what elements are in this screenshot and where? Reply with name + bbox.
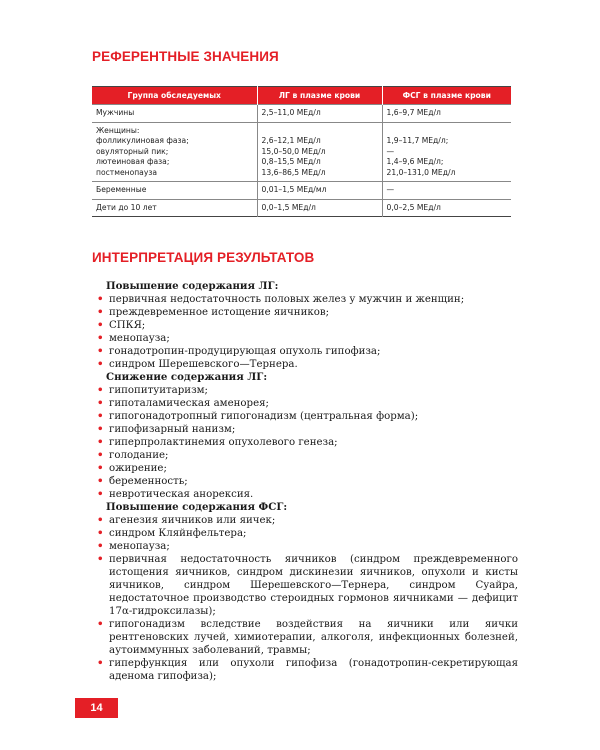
list-item (97, 436, 518, 449)
cell-lh (257, 122, 382, 182)
table-row (92, 199, 511, 217)
bullet-icon: • (97, 306, 104, 318)
bullet-icon: • (97, 475, 104, 487)
cell-group (92, 182, 257, 200)
cell-line: 1,9–11,7 МЕд/л; (386, 136, 449, 145)
reference-values-table (92, 86, 511, 217)
list-item (97, 449, 518, 462)
table-row (92, 182, 511, 200)
cell-line: 15,0–50,0 МЕд/л (261, 146, 326, 156)
cell-fsh (382, 182, 511, 200)
cell-line: 0,01–1,5 МЕд/мл (261, 185, 327, 194)
list-item (97, 514, 518, 527)
list-item-text: гипоталамическая аменорея; (109, 398, 269, 409)
list-item-text: первичная недостаточность половых желез у мужчин и женщин; (109, 294, 465, 305)
list-item-text: гипогонадотропный гипогонадизм (центральная форма); (109, 411, 419, 422)
section-subheading: Повышение содержания ЛГ: (106, 280, 279, 292)
list-item-text: синдром Шерешевского—Тернера. (109, 359, 298, 370)
bullet-icon: • (97, 436, 104, 448)
list-item (97, 488, 518, 501)
list-item-text: гиперпролактинемия опухолевого генеза; (109, 437, 338, 448)
bullet-icon: • (97, 488, 104, 500)
bullet-icon: • (97, 332, 104, 344)
cell-line: лютеиновая фаза; (96, 157, 170, 166)
list-item-text: голодание; (109, 450, 169, 461)
list-item (97, 293, 518, 306)
cell-line: 13,6–86,5 МЕд/л (261, 167, 326, 177)
bullet-icon: • (97, 462, 104, 474)
bullet-icon: • (97, 410, 104, 422)
list-item (97, 397, 518, 410)
cell-line: Беременные (96, 185, 147, 194)
bullet-icon: • (97, 384, 104, 396)
cell-lh (257, 182, 382, 200)
bullet-icon: • (97, 397, 104, 409)
cell-line: Дети до 10 лет (96, 202, 157, 212)
cell-line: 0,8–15,5 МЕд/л (261, 157, 321, 166)
table-header-row (92, 87, 511, 105)
list-item (97, 553, 518, 618)
list-item-text: синдром Кляйнфельтера; (109, 528, 247, 539)
column-header-fsh: ФСГ в плазме крови (382, 87, 511, 105)
bullet-icon: • (97, 358, 104, 370)
cell-fsh (382, 122, 511, 182)
bullet-icon: • (97, 618, 104, 630)
list-item-text: гонадотропин-продуцирующая опухоль гипофиза; (109, 346, 381, 357)
cell-lh (257, 199, 382, 217)
list-item (97, 462, 518, 475)
cell-group (92, 122, 257, 182)
page-number: 14 (75, 698, 118, 718)
cell-line: 2,5–11,0 МЕд/л (261, 108, 321, 117)
column-header-group: Группа обследуемых (92, 87, 257, 105)
bullet-icon: • (97, 449, 104, 461)
list-item-text: ожирение; (109, 463, 167, 474)
cell-line: фолликулиновая фаза; (96, 136, 189, 145)
list-item (97, 527, 518, 540)
cell-line: постменопауза (96, 167, 158, 177)
list-item (97, 332, 518, 345)
list-item-text: невротическая анорексия. (109, 489, 254, 500)
column-header-lh: ЛГ в плазме крови (257, 87, 382, 105)
section-subheading: Снижение содержания ЛГ: (106, 371, 268, 383)
bullet-icon: • (97, 540, 104, 552)
section-subheading: Повышение содержания ФСГ: (106, 501, 288, 513)
cell-group (92, 105, 257, 123)
reference-values-heading: РЕФЕРЕНТНЫЕ ЗНАЧЕНИЯ (92, 49, 279, 64)
cell-line: Женщины: (96, 125, 140, 135)
bullet-icon: • (97, 514, 104, 526)
cell-line: — (386, 146, 395, 156)
list-item (97, 540, 518, 553)
cell-line: 0,0–2,5 МЕд/л (386, 202, 441, 212)
list-item-text: гипофизарный нанизм; (109, 424, 236, 435)
list-item-text: гипогонадизм вследствие воздействия на яичники или яички рентгеновских лучей, химиотерапии, алкоголя, инфекционных болезней, аутоиммунных заболеваний, травмы; (109, 619, 518, 656)
list-item-text: менопауза; (109, 333, 170, 344)
cell-line: — (386, 185, 395, 194)
table-row (92, 122, 511, 182)
bullet-icon: • (97, 527, 104, 539)
list-item-text: первичная недостаточность яичников (синдром преждевременного истощения яичников, синдром дискинезии яичников, опухоли и кисты яичников, синдром Шерешевского—Тернера, синдром Суайра, недостаточное производство стероидных гормонов яичниками — дефицит 17α-гидроксилазы); (109, 554, 518, 617)
cell-line (387, 126, 508, 137)
list-item-text: СПКЯ; (109, 320, 146, 331)
cell-line: Мужчины (96, 108, 135, 117)
list-item-text: преждевременное истощение яичников; (109, 307, 330, 318)
list-item-text: агенезия яичников или яичек; (109, 515, 276, 526)
bullet-icon: • (97, 423, 104, 435)
bullet-icon: • (97, 293, 104, 305)
cell-lh (257, 105, 382, 123)
list-item-text: беременность; (109, 476, 188, 487)
cell-line: 21,0–131,0 МЕд/л (386, 167, 456, 177)
cell-line: 2,6–12,1 МЕд/л (261, 136, 321, 145)
cell-line: 0,0–1,5 МЕд/л (261, 202, 316, 212)
list-item (97, 358, 518, 371)
cell-line: 1,6–9,7 МЕд/л (386, 108, 441, 117)
cell-line: овуляторный пик; (96, 146, 169, 156)
list-item (97, 423, 518, 436)
table-row (92, 105, 511, 123)
bullet-icon: • (97, 319, 104, 331)
list-item (97, 657, 518, 683)
cell-group (92, 199, 257, 217)
cell-line: 1,4–9,6 МЕд/л; (386, 157, 444, 166)
list-item-text: гипопитуитаризм; (109, 385, 208, 396)
cell-fsh (382, 199, 511, 217)
list-item (97, 345, 518, 358)
cell-line (262, 126, 378, 137)
list-item (97, 475, 518, 488)
list-item-text: менопауза; (109, 541, 170, 552)
list-item (97, 618, 518, 657)
bullet-icon: • (97, 345, 104, 357)
list-item (97, 319, 518, 332)
bullet-icon: • (97, 553, 104, 565)
list-item-text: гиперфункция или опухоли гипофиза (гонадотропин-секретирующая аденома гипофиза); (109, 658, 518, 682)
list-item (97, 410, 518, 423)
list-item (97, 306, 518, 319)
interpretation-heading: ИНТЕРПРЕТАЦИЯ РЕЗУЛЬТАТОВ (92, 250, 315, 265)
cell-fsh (382, 105, 511, 123)
bullet-icon: • (97, 657, 104, 669)
list-item (97, 384, 518, 397)
interpretation-body (97, 280, 518, 683)
